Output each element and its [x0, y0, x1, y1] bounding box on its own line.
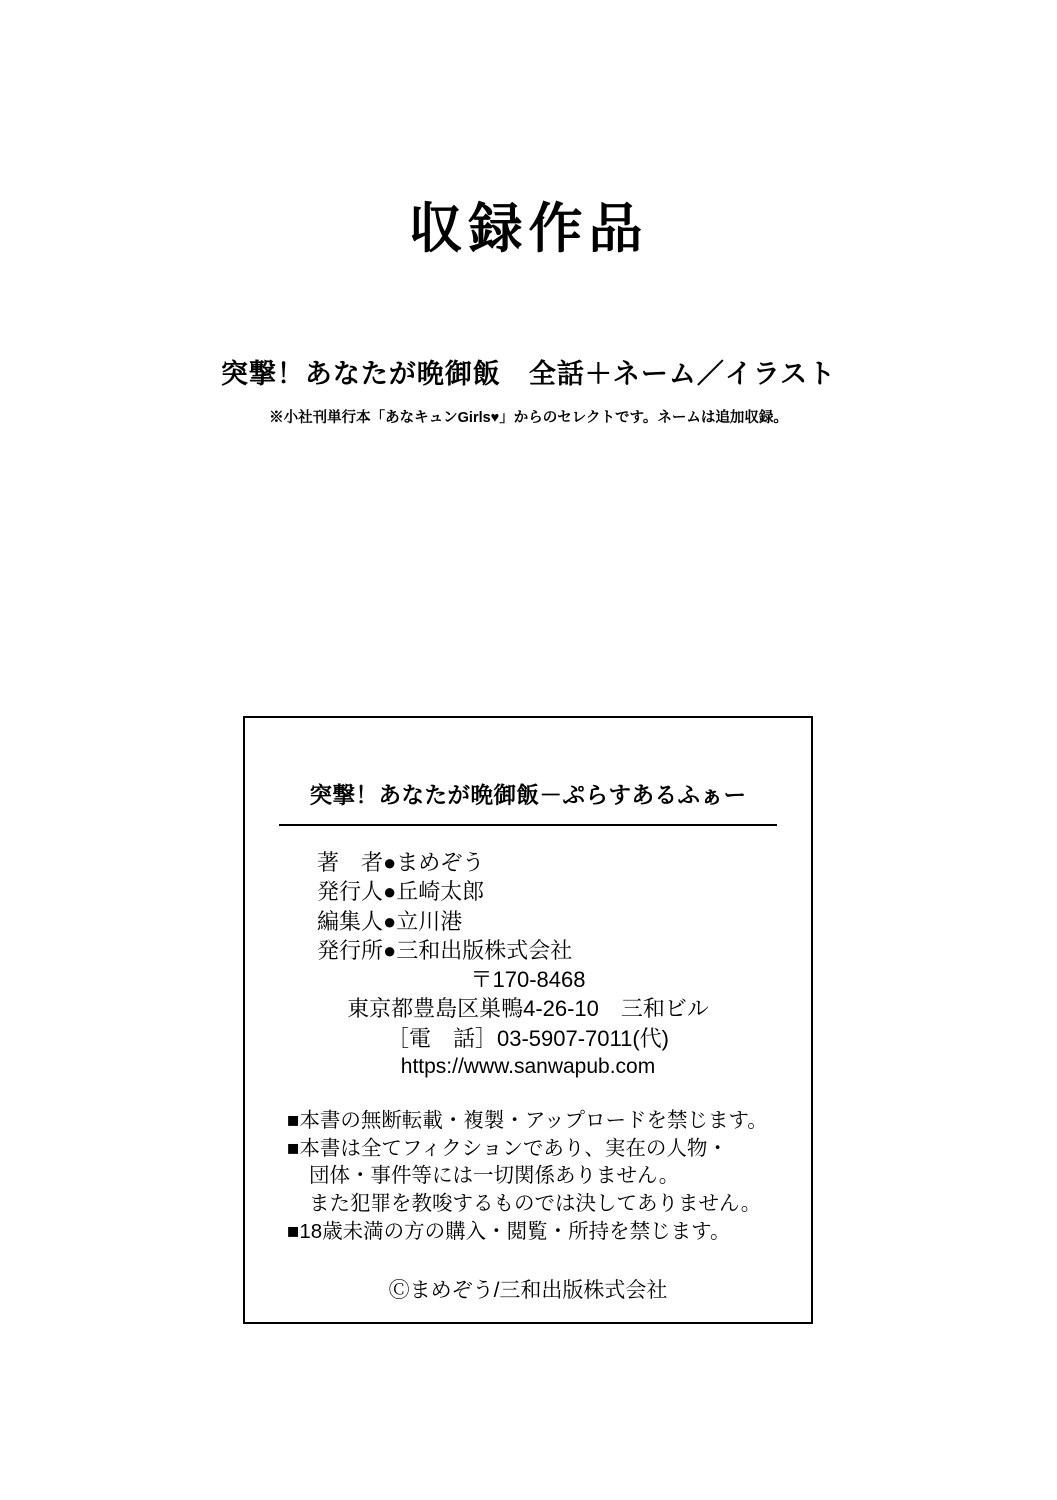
- imprint-line: 著 者●まめぞう: [317, 850, 485, 875]
- imprint-line: 〒170-8468: [470, 967, 586, 992]
- imprint-list: [279, 848, 777, 1081]
- colophon-box: [243, 716, 813, 1324]
- page-title: 収録作品: [408, 199, 649, 259]
- copyright-line: Ⓒまめぞう/三和出版株式会社: [388, 1279, 668, 1303]
- contents-title: 突撃！あなたが晩御飯 全話＋ネーム／イラスト: [220, 359, 837, 389]
- colophon-inner: [245, 718, 811, 1304]
- contents-block: [0, 352, 1057, 427]
- publisher-url[interactable]: https://www.sanwapub.com: [400, 1054, 656, 1078]
- imprint-line: 編集人●立川港: [317, 908, 463, 934]
- notice-line: 団体・事件等には一切関係ありません。: [309, 1164, 680, 1188]
- notice-line: また犯罪を教唆するものでは決してありません。: [309, 1192, 762, 1216]
- imprint-line: 発行所●三和出版株式会社: [317, 937, 573, 963]
- imprint-line: ［電 話］03-5907-7011(代): [386, 1025, 670, 1051]
- notices-list: [279, 1107, 777, 1246]
- notice-line: ■18歳未満の方の購入・閲覧・所持を禁じます。: [287, 1220, 731, 1244]
- imprint-line: 発行人●丘崎太郎: [317, 879, 485, 905]
- colophon-divider: [279, 824, 777, 826]
- notice-line: ■本書の無断転載・複製・アップロードを禁じます。: [287, 1108, 768, 1132]
- imprint-line: 東京都豊島区巣鴨4-26-10 三和ビル: [347, 996, 709, 1022]
- notice-line: ■本書は全てフィクションであり、実在の人物・: [287, 1136, 728, 1160]
- contents-note: ※小社刊単行本「あなキュンGirls♥」からのセレクトです。ネームは追加収録。: [269, 410, 788, 426]
- colophon-title: 突撃！あなたが晩御飯－ぷらすあるふぁー: [309, 783, 747, 808]
